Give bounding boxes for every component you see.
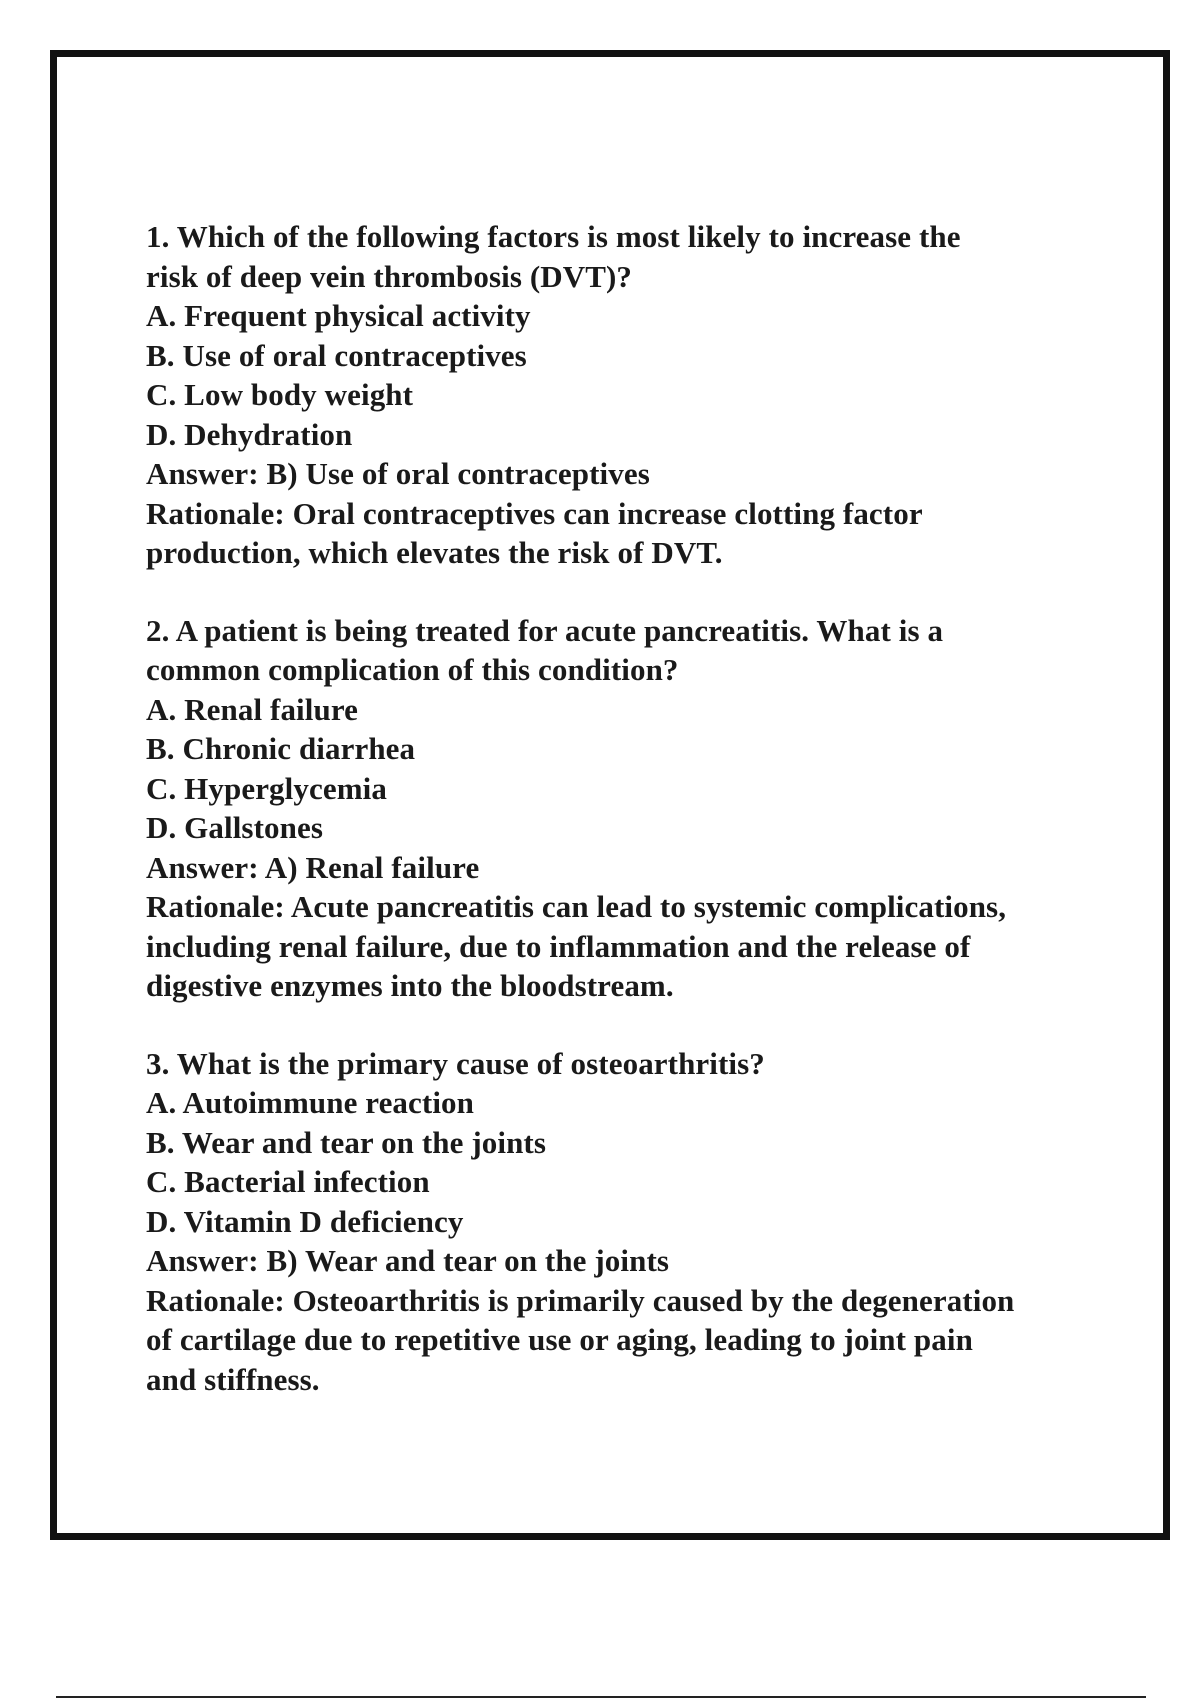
rationale-line: Rationale: Oral contraceptives can increase clotting factor	[146, 495, 923, 531]
question-stem: risk of deep vein thrombosis (DVT)?	[146, 258, 633, 294]
quiz-content	[146, 217, 1086, 1437]
rationale-line: of cartilage due to repetitive use or aging, leading to joint pain	[146, 1322, 973, 1357]
answer-line: Answer: A) Renal failure	[146, 849, 480, 885]
question-stem: 3. What is the primary cause of osteoarthritis?	[146, 1045, 765, 1081]
option-b: B. Use of oral contraceptives	[146, 337, 527, 373]
question-block-2	[146, 611, 1086, 1006]
rationale-line: and stiffness.	[146, 1361, 320, 1397]
rationale-line: Rationale: Acute pancreatitis can lead to systemic complications,	[146, 889, 1007, 924]
option-b: B. Wear and tear on the joints	[146, 1124, 547, 1160]
question-stem: common complication of this condition?	[146, 652, 679, 687]
option-a: A. Autoimmune reaction	[146, 1085, 474, 1120]
option-d: D. Dehydration	[146, 416, 353, 452]
option-a: A. Frequent physical activity	[146, 298, 531, 333]
rationale-line: digestive enzymes into the bloodstream.	[146, 968, 674, 1003]
question-stem: 1. Which of the following factors is most likely to increase the	[146, 219, 961, 254]
option-d: D. Gallstones	[146, 810, 323, 845]
option-b: B. Chronic diarrhea	[146, 731, 416, 766]
rationale-line: Rationale: Osteoarthritis is primarily caused by the degeneration	[146, 1282, 1015, 1318]
answer-line: Answer: B) Wear and tear on the joints	[146, 1243, 670, 1278]
option-c: C. Low body weight	[146, 377, 414, 412]
footer-divider	[56, 1696, 1146, 1698]
option-c: C. Hyperglycemia	[146, 770, 387, 806]
option-c: C. Bacterial infection	[146, 1164, 430, 1199]
question-block-3	[146, 1044, 1086, 1400]
question-stem: 2. A patient is being treated for acute pancreatitis. What is a	[146, 612, 944, 648]
rationale-line: production, which elevates the risk of DVT.	[146, 535, 723, 570]
rationale-line: including renal failure, due to inflammation and the release of	[146, 928, 971, 964]
question-block-1	[146, 217, 1086, 573]
option-a: A. Renal failure	[146, 691, 358, 727]
answer-line: Answer: B) Use of oral contraceptives	[146, 456, 650, 491]
option-d: D. Vitamin D deficiency	[146, 1203, 464, 1239]
